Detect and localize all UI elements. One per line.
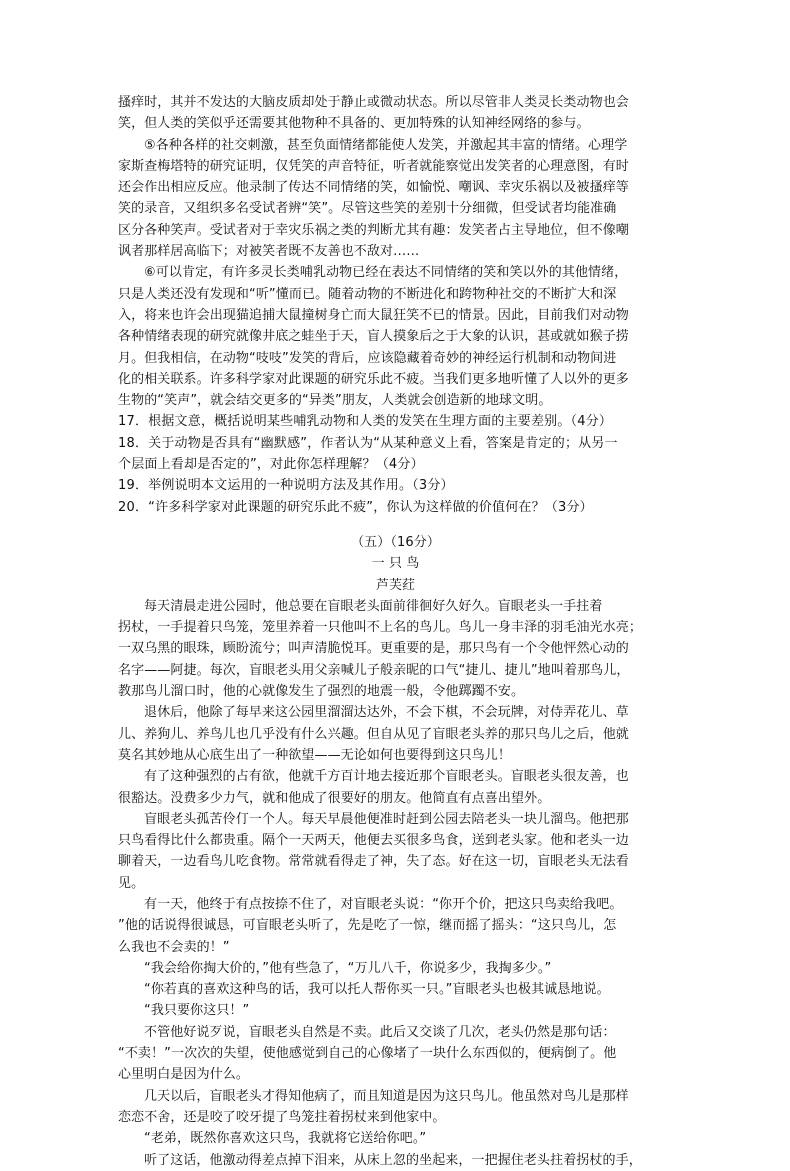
question-18-cont: 个层面上看却是否定的”，对此你怎样理解？（4分）: [118, 457, 424, 473]
paragraph-line: 每天清晨走进公园时，他总要在盲眼老头面前徘徊好久好久。盲眼老头一手拄着: [144, 598, 603, 614]
paragraph-line: 见。: [118, 875, 145, 891]
paragraph-line: “老弟，既然你喜欢这只鸟，我就将它送给你吧。”: [144, 1131, 427, 1147]
paragraph-line: “我只要你这只！”: [144, 1003, 250, 1019]
paragraph-line: 盲眼老头孤苦伶仃一个人。每天早晨他便准时赶到公园去陪老头一块儿溜鸟。他把那: [144, 811, 629, 827]
paragraph-line: “你若真的喜欢这种鸟的话，我可以托人帮你买一只。”盲眼老头也极其诚恳地说。: [144, 982, 610, 998]
paragraph-line: 有了这种强烈的占有欲，他就千方百计地去接近那个盲眼老头。盲眼老头很友善，也: [144, 769, 629, 785]
paragraph-line: “不卖！”一次次的失望，使他感觉到自己的心像堵了一块什么东西似的，便病倒了。他: [118, 1046, 617, 1062]
paragraph-line: 各种情绪表现的研究就像井底之蛙坐于天，盲人摸象后之于大象的认识，甚或就如猴子捞: [118, 329, 629, 345]
paragraph-line: 家斯查梅塔特的研究证明，仅凭笑的声音特征，听者就能察觉出发笑者的心理意图，有时: [118, 158, 629, 174]
paragraph-line: 心里明白是因为什么。: [118, 1067, 250, 1083]
paragraph-line: 聊着天，一边看鸟儿吃食物。常常就看得走了神，失了态。好在这一切，盲眼老头无法看: [118, 854, 629, 870]
question-19: 19．举例说明本文运用的一种说明方法及其作用。（3分）: [118, 478, 454, 494]
paragraph-line: 拐杖，一手提着只鸟笼，笼里养着一只他叫不上名的鸟儿。鸟儿一身丰泽的羽毛油光水亮；: [118, 620, 643, 636]
paragraph-line: 生物的“笑声”，就会结交更多的“异类”朋友，人类就会创造新的地球文明。: [118, 393, 552, 409]
section-five-header: [118, 532, 673, 596]
question-18: 18．关于动物是否具有“幽默感”，作者认为“从某种意义上看，答案是肯定的；从另一: [118, 435, 618, 451]
paragraph-line: 区分各种笑声。受试者对于幸灾乐祸之类的判断尤其有趣：发笑者占主导地位，但不像嘲: [118, 222, 629, 238]
paragraph-line: 一双乌黑的眼珠，顾盼流兮；叫声清脆悦耳。更重要的是，那只鸟有一个令他怦然心动的: [118, 641, 629, 657]
text-column: [118, 92, 673, 1171]
paragraph-line: 听了这话，他激动得差点掉下泪来，从床上忽的坐起来，一把握住老头拄着拐杖的手，: [144, 1152, 642, 1168]
paragraph-line: 不管他好说歹说，盲眼老头自然是不卖。此后又交谈了几次，老头仍然是那句话：: [144, 1024, 616, 1040]
story-author: 芦芙荭: [375, 577, 416, 593]
paragraph-line: 教那鸟儿溜口时，他的心就像发生了强烈的地震一般，令他踯躅不安。: [118, 684, 525, 700]
paragraph-line: 恋恋不舍，还是咬了咬牙提了鸟笼拄着拐杖来到他家中。: [118, 1109, 446, 1125]
paragraph-line: 很豁达。没费多少力气，就和他成了很要好的朋友。他简直有点喜出望外。: [118, 790, 551, 806]
question-list: [118, 411, 673, 517]
paragraph-line: 只鸟看得比什么都贵重。隔个一天两天，他便去买很多鸟食，送到老头家。他和老头一边: [118, 833, 629, 849]
paragraph-line: ⑥可以肯定，有许多灵长类哺乳动物已经在表达不同情绪的笑和笑以外的其他情绪，: [144, 265, 628, 281]
paragraph-line: 么我也不会卖的！”: [118, 939, 230, 955]
story-title: 一 只 鸟: [371, 556, 420, 572]
passage-four: [118, 92, 673, 411]
paragraph-line: 几天以后，盲眼老头才得知他病了，而且知道是因为这只鸟儿。他虽然对鸟儿是那样: [144, 1088, 629, 1104]
paragraph-line: 有一天，他终于有点按捺不住了，对盲眼老头说：“你开个价，把这只鸟卖给我吧。: [144, 896, 623, 912]
paragraph-line: 搔痒时，其并不发达的大脑皮质却处于静止或微动状态。所以尽管非人类灵长类动物也会: [118, 95, 629, 110]
paragraph-line: 化的相关联系。许多科学家对此课题的研究乐此不疲。当我们更多地听懂了人以外的更多: [118, 371, 629, 387]
paragraph-line: 入，将来也许会出现猫追捕大鼠撞树身亡而大鼠狂笑不已的情景。因此，目前我们对动物: [118, 307, 629, 323]
section-label: （五）（16分）: [351, 534, 440, 550]
paragraph-line: 儿、养狗儿、养鸟儿也几乎没有什么兴趣。但自从见了盲眼老头养的那只鸟儿之后，他就: [118, 726, 629, 742]
paragraph-line: “我会给你掏大价的，”他有些急了，“万儿八千，你说多少，我掏多少。”: [144, 960, 552, 976]
story-body: [118, 596, 673, 1171]
paragraph-line: 名字——阿捷。每次，盲眼老头用父亲喊儿子般亲昵的口气“捷儿、捷儿”地叫着那鸟儿，: [118, 662, 630, 678]
paragraph-line: 退休后，他除了每早来这公园里溜溜达达外，不会下棋，不会玩牌，对侍弄花儿、草: [144, 705, 629, 721]
paragraph-line: ”他的话说得很诚恳，可盲眼老头听了，先是吃了一惊，继而摇了摇头：“这只鸟儿，怎: [118, 918, 617, 934]
paragraph-line: 笑的录音，又组织多名受试者辨“笑”。尽管这些笑的差别十分细微，但受试者均能准确: [118, 201, 617, 217]
question-17: 17．根据文意，概括说明某些哺乳动物和人类的发笑在生理方面的主要差别。（4分）: [118, 414, 613, 430]
paragraph-line: 只是人类还没有发现和“听”懂而已。随着动物的不断进化和跨物种社交的不断扩大和深: [118, 286, 617, 302]
paragraph-line: 笑，但人类的笑似乎还需要其他物种不具备的、更加特殊的认知神经网络的参与。: [118, 116, 590, 132]
paragraph-line: 还会作出相应反应。他录制了传达不同情绪的笑，如愉悦、嘲讽、幸灾乐祸以及被搔痒等: [118, 180, 629, 196]
question-20: 20．“许多科学家对此课题的研究乐此不疲”，你认为这样做的价值何在？（3分）: [118, 499, 593, 515]
paragraph-line: 莫名其妙地从心底生出了一种欲望——无论如何也要得到这只鸟儿！: [118, 747, 512, 763]
paragraph-line: ⑤各种各样的社交刺激，甚至负面情绪都能使人发笑，并激起其丰富的情绪。心理学: [144, 137, 628, 153]
paragraph-line: 月。但我相信，在动物“吱吱”发笑的背后，应该隐藏着奇妙的神经运行机制和动物间进: [118, 350, 617, 366]
paragraph-line: 讽者那样居高临下；对被笑者既不友善也不敌对……: [118, 244, 420, 260]
